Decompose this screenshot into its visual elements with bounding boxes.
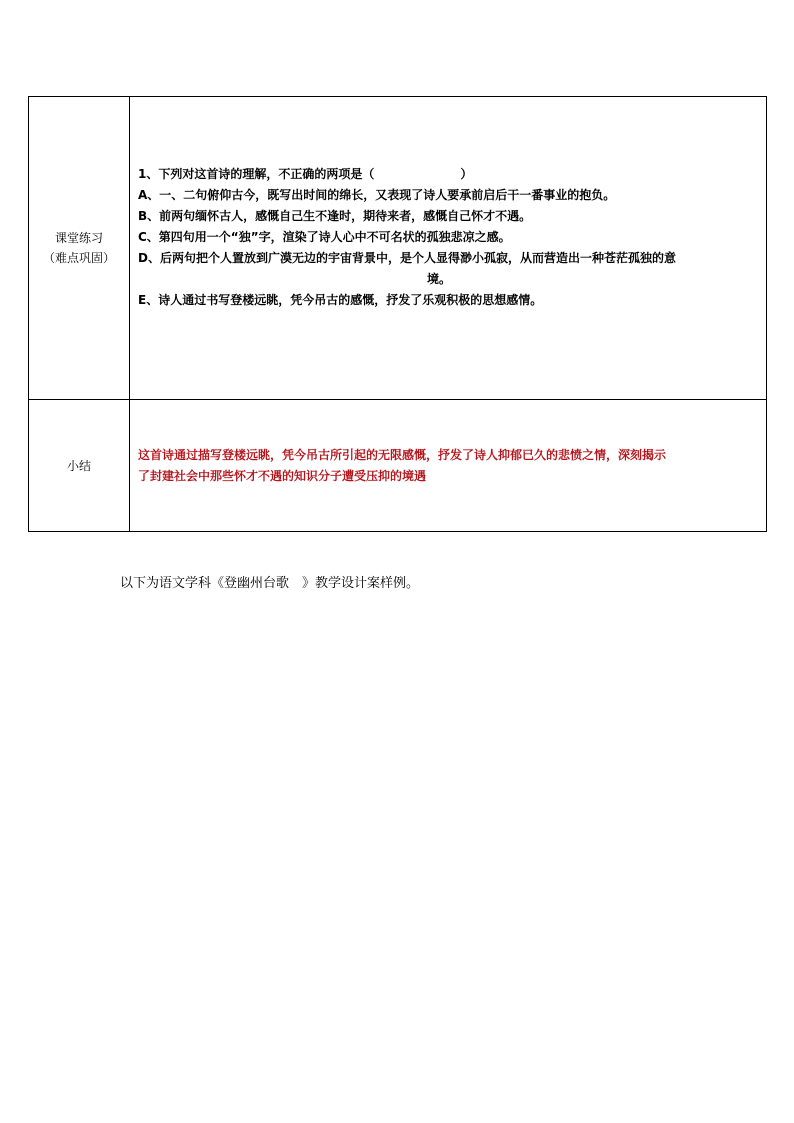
option-a: A、一、二句俯仰古今，既写出时间的绵长，又表现了诗人要承前启后干一番事业的抱负。 xyxy=(138,188,616,202)
lesson-table xyxy=(28,96,767,532)
option-c: C、第四句用一个“独”字，渲染了诗人心中不可名状的孤独悲凉之感。 xyxy=(138,230,511,244)
option-b: B、前两句缅怀古人，感慨自己生不逢时，期待来者，感慨自己怀才不遇。 xyxy=(138,209,532,223)
exercise-row xyxy=(29,97,767,400)
option-d-continued: 境。 xyxy=(427,272,452,286)
footer-note: 以下为语文学科《登幽州台歌 》教学设计案样例。 xyxy=(120,576,420,591)
exercise-content-cell xyxy=(130,97,767,400)
question-text: 1、下列对这首诗的理解，不正确的两项是（ xyxy=(138,167,375,181)
summary-label: 小结 xyxy=(66,458,91,473)
summary-row xyxy=(29,400,767,532)
exercise-question xyxy=(138,164,762,185)
summary-label-cell xyxy=(29,400,130,532)
option-d: D、后两句把个人置放到广漠无边的宇宙背景中，是个人显得渺小孤寂，从而营造出一种苍茫孤独的意 xyxy=(138,251,676,265)
exercise-label-title: 课堂练习 xyxy=(54,231,103,245)
exercise-label-cell xyxy=(29,97,130,400)
summary-text xyxy=(138,445,762,487)
question-close: ） xyxy=(460,167,473,181)
summary-line-1: 这首诗通过描写登楼远眺，凭今吊古所引起的无限感慨，抒发了诗人抑郁已久的悲愤之情，深刻揭示 xyxy=(138,447,667,462)
exercise-label-subtitle: （难点巩固） xyxy=(42,251,115,265)
summary-content-cell xyxy=(130,400,767,532)
exercise-list xyxy=(138,164,762,311)
option-e: E、诗人通过书写登楼远眺，凭今吊古的感慨，抒发了乐观积极的思想感情。 xyxy=(138,293,543,307)
summary-line-2: 了封建社会中那些怀才不遇的知识分子遭受压抑的境遇 xyxy=(138,468,427,483)
